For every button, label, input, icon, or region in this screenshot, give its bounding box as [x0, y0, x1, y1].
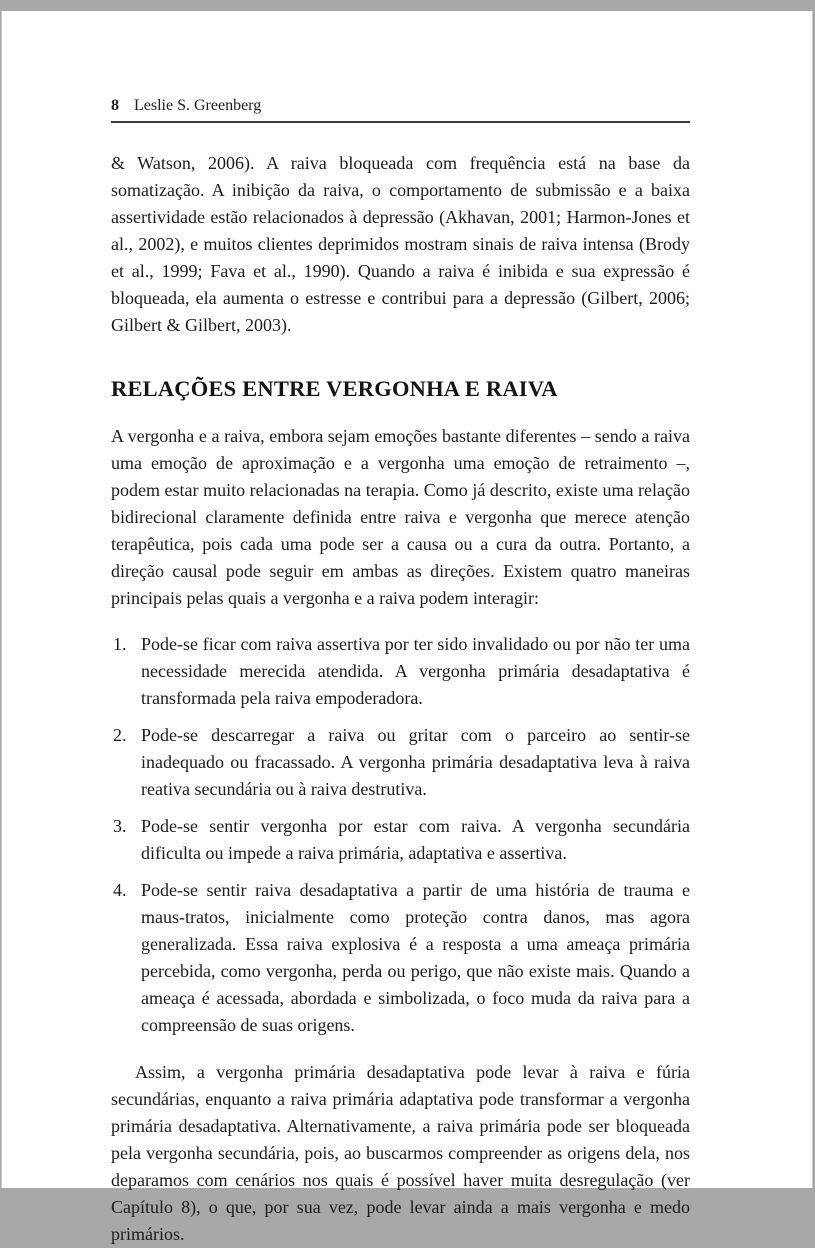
page-number: 8: [111, 97, 119, 114]
list-item-text: Pode-se descarregar a raiva ou gritar com o parceiro ao sentir-se inadequado ou fracassado. A vergonha primária desadaptativa leva à raiva reativa secundária ou à raiva destrutiva.: [141, 725, 690, 799]
list-item: [111, 877, 690, 1039]
page-header: [111, 97, 690, 115]
list-item-number: 3.: [113, 816, 127, 836]
closing-paragraph: Assim, a vergonha primária desadaptativa pode levar à raiva e fúria secundárias, enquanto a raiva primária adaptativa pode transformar a vergonha primária desadaptativa. Alternativamente, a raiva primária pode ser bloqueada pela vergonha secundária, pois, ao buscarmos compreender as origens dela, nos deparamos com cenários nos quais é possível haver muita desregulação (ver Capítulo 8), o que, por sua vez, pode levar ainda a mais vergonha e medo primários.: [111, 1062, 690, 1244]
section-lead-paragraph: A vergonha e a raiva, embora sejam emoções bastante diferentes – sendo a raiva uma emoção de aproximação e a vergonha uma emoção de retraimento –, podem estar muito relacionadas na terapia. Como já descrito, existe uma relação bidirecional claramente definida entre raiva e vergonha que merece atenção terapêutica, pois cada uma pode ser a causa ou a cura da outra. Portanto, a direção causal pode seguir em ambas as direções. Existem quatro maneiras principais pelas quais a vergonha e a raiva podem interagir:: [111, 426, 690, 608]
list-item-text: Pode-se sentir raiva desadaptativa a partir de uma história de trauma e maus-tratos, inicialmente como proteção contra danos, mas agora generalizada. Essa raiva explosiva é a resposta a uma ameaça primária percebida, como vergonha, perda ou perigo, que não existe mais. Quando a ameaça é acessada, abordada e simbolizada, o foco muda da raiva para a compreensão de suas origens.: [141, 880, 690, 1035]
section-heading: RELAÇÕES ENTRE VERGONHA E RAIVA: [111, 376, 558, 401]
header-rule: [111, 121, 690, 123]
list-item-number: 1.: [113, 634, 127, 654]
page-content: [111, 97, 690, 1248]
list-item-text: Pode-se ficar com raiva assertiva por ter sido invalidado ou por não ter uma necessidade merecida atendida. A vergonha primária desadaptativa é transformada pela raiva empoderadora.: [141, 634, 690, 708]
list-item-number: 4.: [113, 880, 127, 900]
running-head: Leslie S. Greenberg: [134, 97, 262, 114]
list-item: [111, 813, 690, 867]
list-item: [111, 722, 690, 803]
list-item-text: Pode-se sentir vergonha por estar com raiva. A vergonha secundária dificulta ou impede a raiva primária, adaptativa e assertiva.: [141, 816, 690, 863]
list-item: [111, 631, 690, 712]
intro-paragraph: & Watson, 2006). A raiva bloqueada com frequência está na base da somatização. A inibição da raiva, o comportamento de submissão e a baixa assertividade estão relacionados à depressão (Akhavan, 2001; Harmon-Jones et al., 2002), e muitos clientes deprimidos mostram sinais de raiva intensa (Brody et al., 1999; Fava et al., 1990). Quando a raiva é inibida e sua expressão é bloqueada, ela aumenta o estresse e contribui para a depressão (Gilbert, 2006; Gilbert & Gilbert, 2003).: [111, 153, 690, 335]
interaction-ways-list: [111, 631, 690, 1039]
list-item-number: 2.: [113, 725, 127, 745]
book-page: [1, 11, 813, 1244]
